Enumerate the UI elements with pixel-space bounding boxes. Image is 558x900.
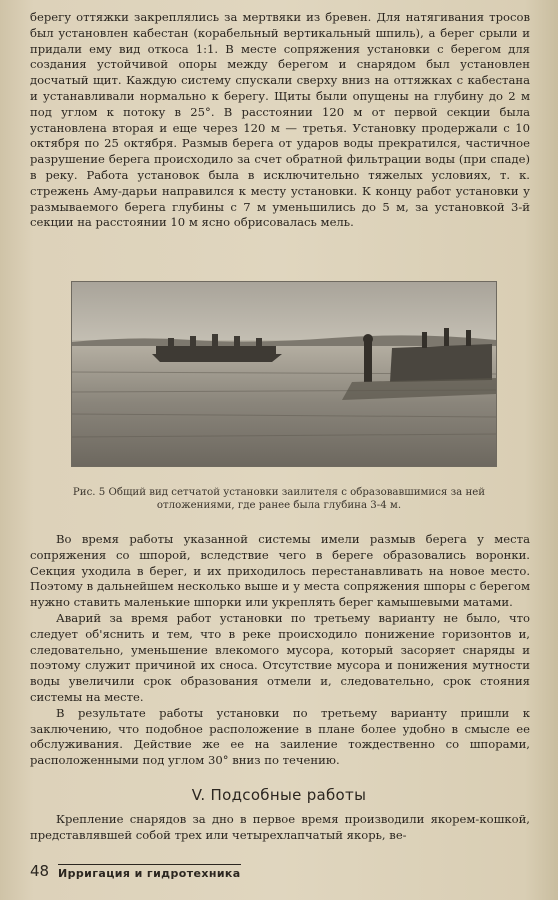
figure-photo xyxy=(72,282,496,466)
page-footer xyxy=(30,862,530,886)
paragraph: Во время работы указанной системы имели размыв берега у места сопряжения со шпорой, вследствие чего в береге образовались воронки. Секция уходила в берег, и их приходилось перестанавливать на новое место. Поэтому в дальнейшем несколько выше и у места сопряжения шпоры с берегом нужно ставить маленькие шпорки или укреплять берег камышевыми матами. xyxy=(30,532,530,610)
section-heading: V. Подсобные работы xyxy=(191,786,367,804)
photo-illustration xyxy=(72,282,496,466)
paragraph: В результате работы установки по третьему варианту пришли к заключению, что подобное расположение в плане более удобно в смысле ее обслуживания. Действие же ее на заиление тождественно со шпорами, расположенными под углом 30° вниз по течению. xyxy=(30,705,530,768)
text-block-top xyxy=(30,10,530,231)
text-block-middle xyxy=(30,532,530,769)
page-number: 48 xyxy=(30,862,50,880)
text-block-bottom xyxy=(30,812,530,844)
journal-title: Ирригация и гидротехника xyxy=(58,864,241,880)
paragraph: Аварий за время работ установки по третьему варианту не было, что следует об'яснить и тем, что в реке происходило понижение горизонтов и, следовательно, уменьшение влекомого мусора, который засоряет снаряды и поэтому служит причиной их сноса. Отсутствие мусора и понижения мутности воды увеличили срок образования отмели и, следовательно, срок стояния системы на месте. xyxy=(30,610,530,704)
paragraph: Крепление снарядов за дно в первое время производили якорем-кошкой, представлявшей собой трех или четырехлапчатый якорь, ве- xyxy=(30,812,530,842)
paragraph: берегу оттяжки закреплялись за мертвяки из бревен. Для натягивания тросов был установлен кабестан (корабельный вертикальный шпиль), а берег срыли и придали ему вид откоса 1:1. В месте сопряжения установки с берегом для создания устойчивой опоры между берегом и снарядом был установлен досчатый щит. Каждую систему спускали сверху вниз на оттяжках с кабестана и устанавливали нормально к берегу. Щиты были опущены на глубину до 2 м под углом к потоку в 25°. В расстоянии 120 м от первой секции была установлена вторая и еще через 120 м — третья. Установку продержали с 10 октября по 25 октября. Размыв берега от ударов воды прекратился, частичное разрушение берега происходило за счет обратной фильтрации воды (при спаде) в реку. Работа установок была в исключительно тяжелых условиях, т. к. стрежень Аму-дарьи направился к месту установки. К концу работ установки у размываемого берега глубины с 7 м уменьшились до 5 м, за установкой 3-й секции на расстоянии 10 м ясно обрисовалась мель. xyxy=(30,10,530,230)
figure-caption: Рис. 5 Общий вид сетчатой установки заилителя с образовавшимися за ней отложениями, где ранее была глубина 3-4 м. xyxy=(72,487,486,511)
